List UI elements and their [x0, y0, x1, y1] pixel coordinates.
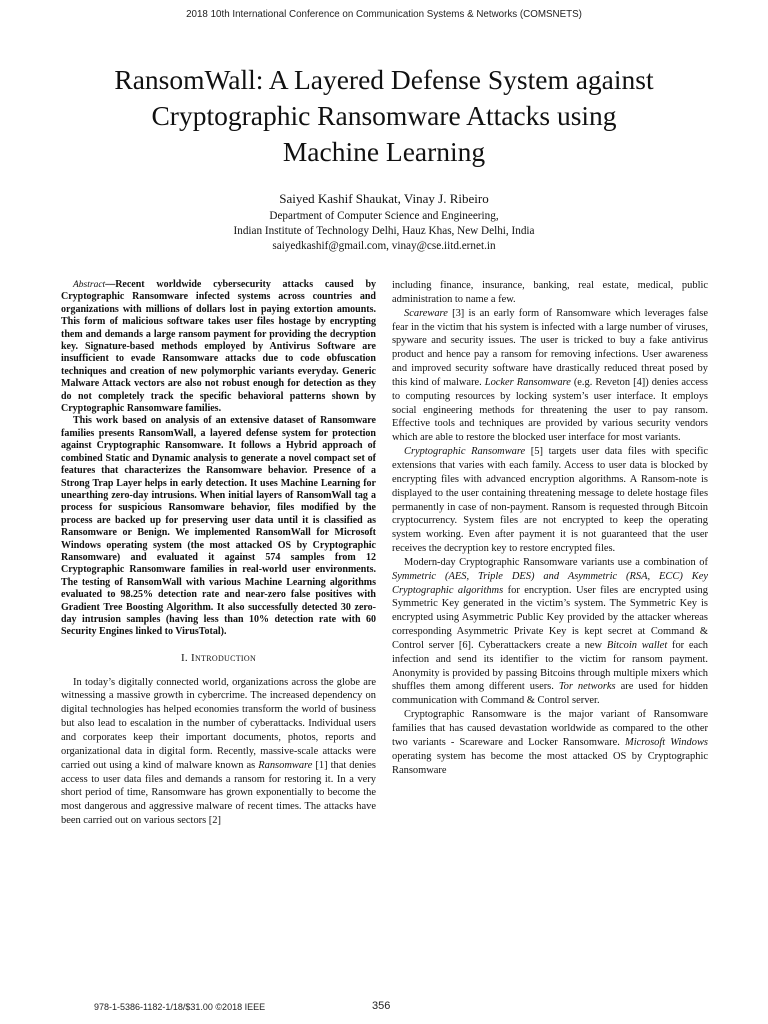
footer-isbn: 978-1-5386-1182-1/18/$31.00 ©2018 IEEE — [94, 1002, 266, 1012]
emphasis: Tor networks — [558, 681, 616, 693]
affiliation — [0, 209, 768, 253]
emphasis: Symmetric (AES, Triple DES) and Asymmetric (RSA, ECC) Key Cryptographic algorithms — [392, 570, 708, 596]
section-title: Introduction — [191, 651, 257, 664]
abstract-text: —Recent worldwide cybersecurity attacks caused by Cryptographic Ransomware infected systems across countries and organizations with millions of dollars lost in paying extortion amounts. This form of malicious software takes user files hostage by encrypting them and demands a large ransom payment for providing the decryption key. Signature-based methods employed by Antivirus Software are insufficient to evade Ransomware attacks due to code obfuscation techniques and creation of new polymorphic variants everyday. Generic Malware Attack vectors are also not robust enough for detection as they do not completely track the specific behavioral patterns shown by Cryptographic Ransomware families. — [61, 279, 376, 415]
text-span: [3] is an early form of Ransomware which leverages false fear in the victim that his system is infected with a large number of viruses, spyware and security issues. The user is tricked to buy a fake antivirus product and hence pay a ransom for removing infections. User awareness and improved security software have drastically reduced threat posed by this kind of malware. — [392, 307, 708, 388]
text-span: are used for hidden communication with Command & Control server. — [392, 681, 708, 707]
emphasis: Bitcoin wallet — [606, 639, 668, 651]
emphasis: Microsoft Windows — [625, 736, 708, 748]
abstract-label: Abstract — [73, 280, 106, 290]
text-span: [1] that denies access to user data files and demands a ransom for restoring it. In a very short period of time, Ransomware has grown exponentially to become the most dangerous and aggressive malware of recent times. The attacks have been carried out on various sectors [2] — [61, 759, 376, 827]
text-span: Modern-day Cryptographic Ransomware variants use a combination of — [404, 556, 708, 568]
abstract-paragraph: This work based on analysis of an extensive dataset of Ransomware families presents RansomWall, a layered defense system for protection against Cryptographic Ransomware. It follows a Hybrid approach of combined Static and Dynamic analysis to generate a novel compact set of features that characterizes the Ransomware behavior. Presence of a Strong Trap Layer helps in early detection. It uses Machine Learning for unearthing zero-day intrusions. When initial layers of RansomWall tag a process for suspicious Ransomware behavior, files modified by the process are backed up for preserving user data until it is classified as Ransomware or Benign. We implemented RansomWall for Microsoft Windows operating system (the most attacked OS by Cryptographic Ransomware) and evaluated it against 574 samples from 12 Cryptographic Ransomware families in real-world user environments. The testing of RansomWall with various Machine Learning algorithms evaluated to 98.25% detection rate and near-zero false positives with Gradient Tree Boosting Algorithm. It also successfully detected 30 zero-day intrusion samples (having less than 10% detection rate with 60 Security Engines linked to VirusTotal). — [61, 415, 376, 638]
emphasis: Locker Ransomware — [484, 376, 571, 388]
authors: Saiyed Kashif Shaukat, Vinay J. Ribeiro — [279, 191, 489, 206]
left-column — [61, 279, 376, 828]
title-line: RansomWall: A Layered Defense System against — [114, 64, 654, 95]
emphasis: Cryptographic Ransomware — [404, 446, 526, 458]
abstract — [61, 279, 376, 639]
body-paragraph — [392, 445, 708, 556]
text-span: for encryption. User files are encrypted using Symmetric Key generated in the victim’s system. The Symmetric Key is encrypted using Asymmetric Public Key provided by the attacker whereas corresponding Asymmetric Private Key is kept secret at Command & Control server [6]. Cyberattackers create a new — [392, 584, 708, 651]
text-span: for each infection and send its identifier to the victim for ransom payment. Anonymity is provided by passing Bitcoins through multiple mixers which shuffles them among different users. — [392, 639, 708, 693]
body-paragraph — [392, 556, 708, 708]
text-span: (e.g. Reveton [4]) denies access to computing resources by locking system’s user interface. It employs social engineering methods for threatening the user to pay ransom. Effective tools and techniques are provided by various security vendors which are able to restore the blocked user interface for most variants. — [392, 376, 708, 444]
section-heading-introduction — [61, 652, 376, 666]
affiliation-department: Department of Computer Science and Engineering, — [269, 210, 499, 222]
abstract-paragraph — [61, 279, 376, 415]
conference-header: 2018 10th International Conference on Communication Systems & Networks (COMSNETS) — [186, 9, 582, 20]
section-number: I. — [180, 651, 188, 664]
title-line: Cryptographic Ransomware Attacks using — [151, 100, 617, 131]
body-paragraph — [392, 307, 708, 445]
page-number: 356 — [372, 1000, 391, 1012]
emphasis: Scareware — [404, 307, 448, 319]
text-span: [5] targets user data files with specific extensions that varies with each family. Access to user data is blocked by encrypting files with advanced encryption algorithms. A Ransom-note is displayed to the user containing threatening message to delete hostage files permanently in case of non-payment. Ransom is requested through Bitcoin cryptocurrency. System files are not encrypted to keep the operating system working. Even after payment it is not guaranteed that the user receives the decryption key to restore encrypted files. — [392, 446, 708, 555]
affiliation-institute: Indian Institute of Technology Delhi, Hauz Khas, New Delhi, India — [233, 224, 535, 237]
title-line: Machine Learning — [282, 136, 486, 167]
paper-title — [40, 62, 728, 170]
body-paragraph — [61, 676, 376, 828]
body-paragraph — [392, 708, 708, 777]
right-column — [392, 279, 708, 777]
text-span: In today’s digitally connected world, organizations across the globe are witnessing a massive growth in cybercrime. The increased dependency on digital technologies has helped economies transform the world of business but also lead to escalation in the number of cyberattacks. Individual users and corporates keep their important documents, photos, reports and organizational data in digital form. Recently, massive-scale attacks were carried out using a kind of malware known as — [61, 676, 376, 771]
text-span: operating system has become the most attacked OS by Cryptographic Ransomware — [392, 750, 708, 776]
text-span: Cryptographic Ransomware is the major variant of Ransomware families that has caused devastation worldwide as compared to the other two variants - Scareware and Locker Ransomware. — [392, 709, 708, 748]
body-paragraph: including finance, insurance, banking, real estate, medical, public administration to name a few. — [392, 280, 708, 305]
author-emails[interactable]: saiyedkashif@gmail.com, vinay@cse.iitd.ernet.in — [272, 239, 496, 252]
emphasis: Ransomware — [258, 759, 313, 771]
